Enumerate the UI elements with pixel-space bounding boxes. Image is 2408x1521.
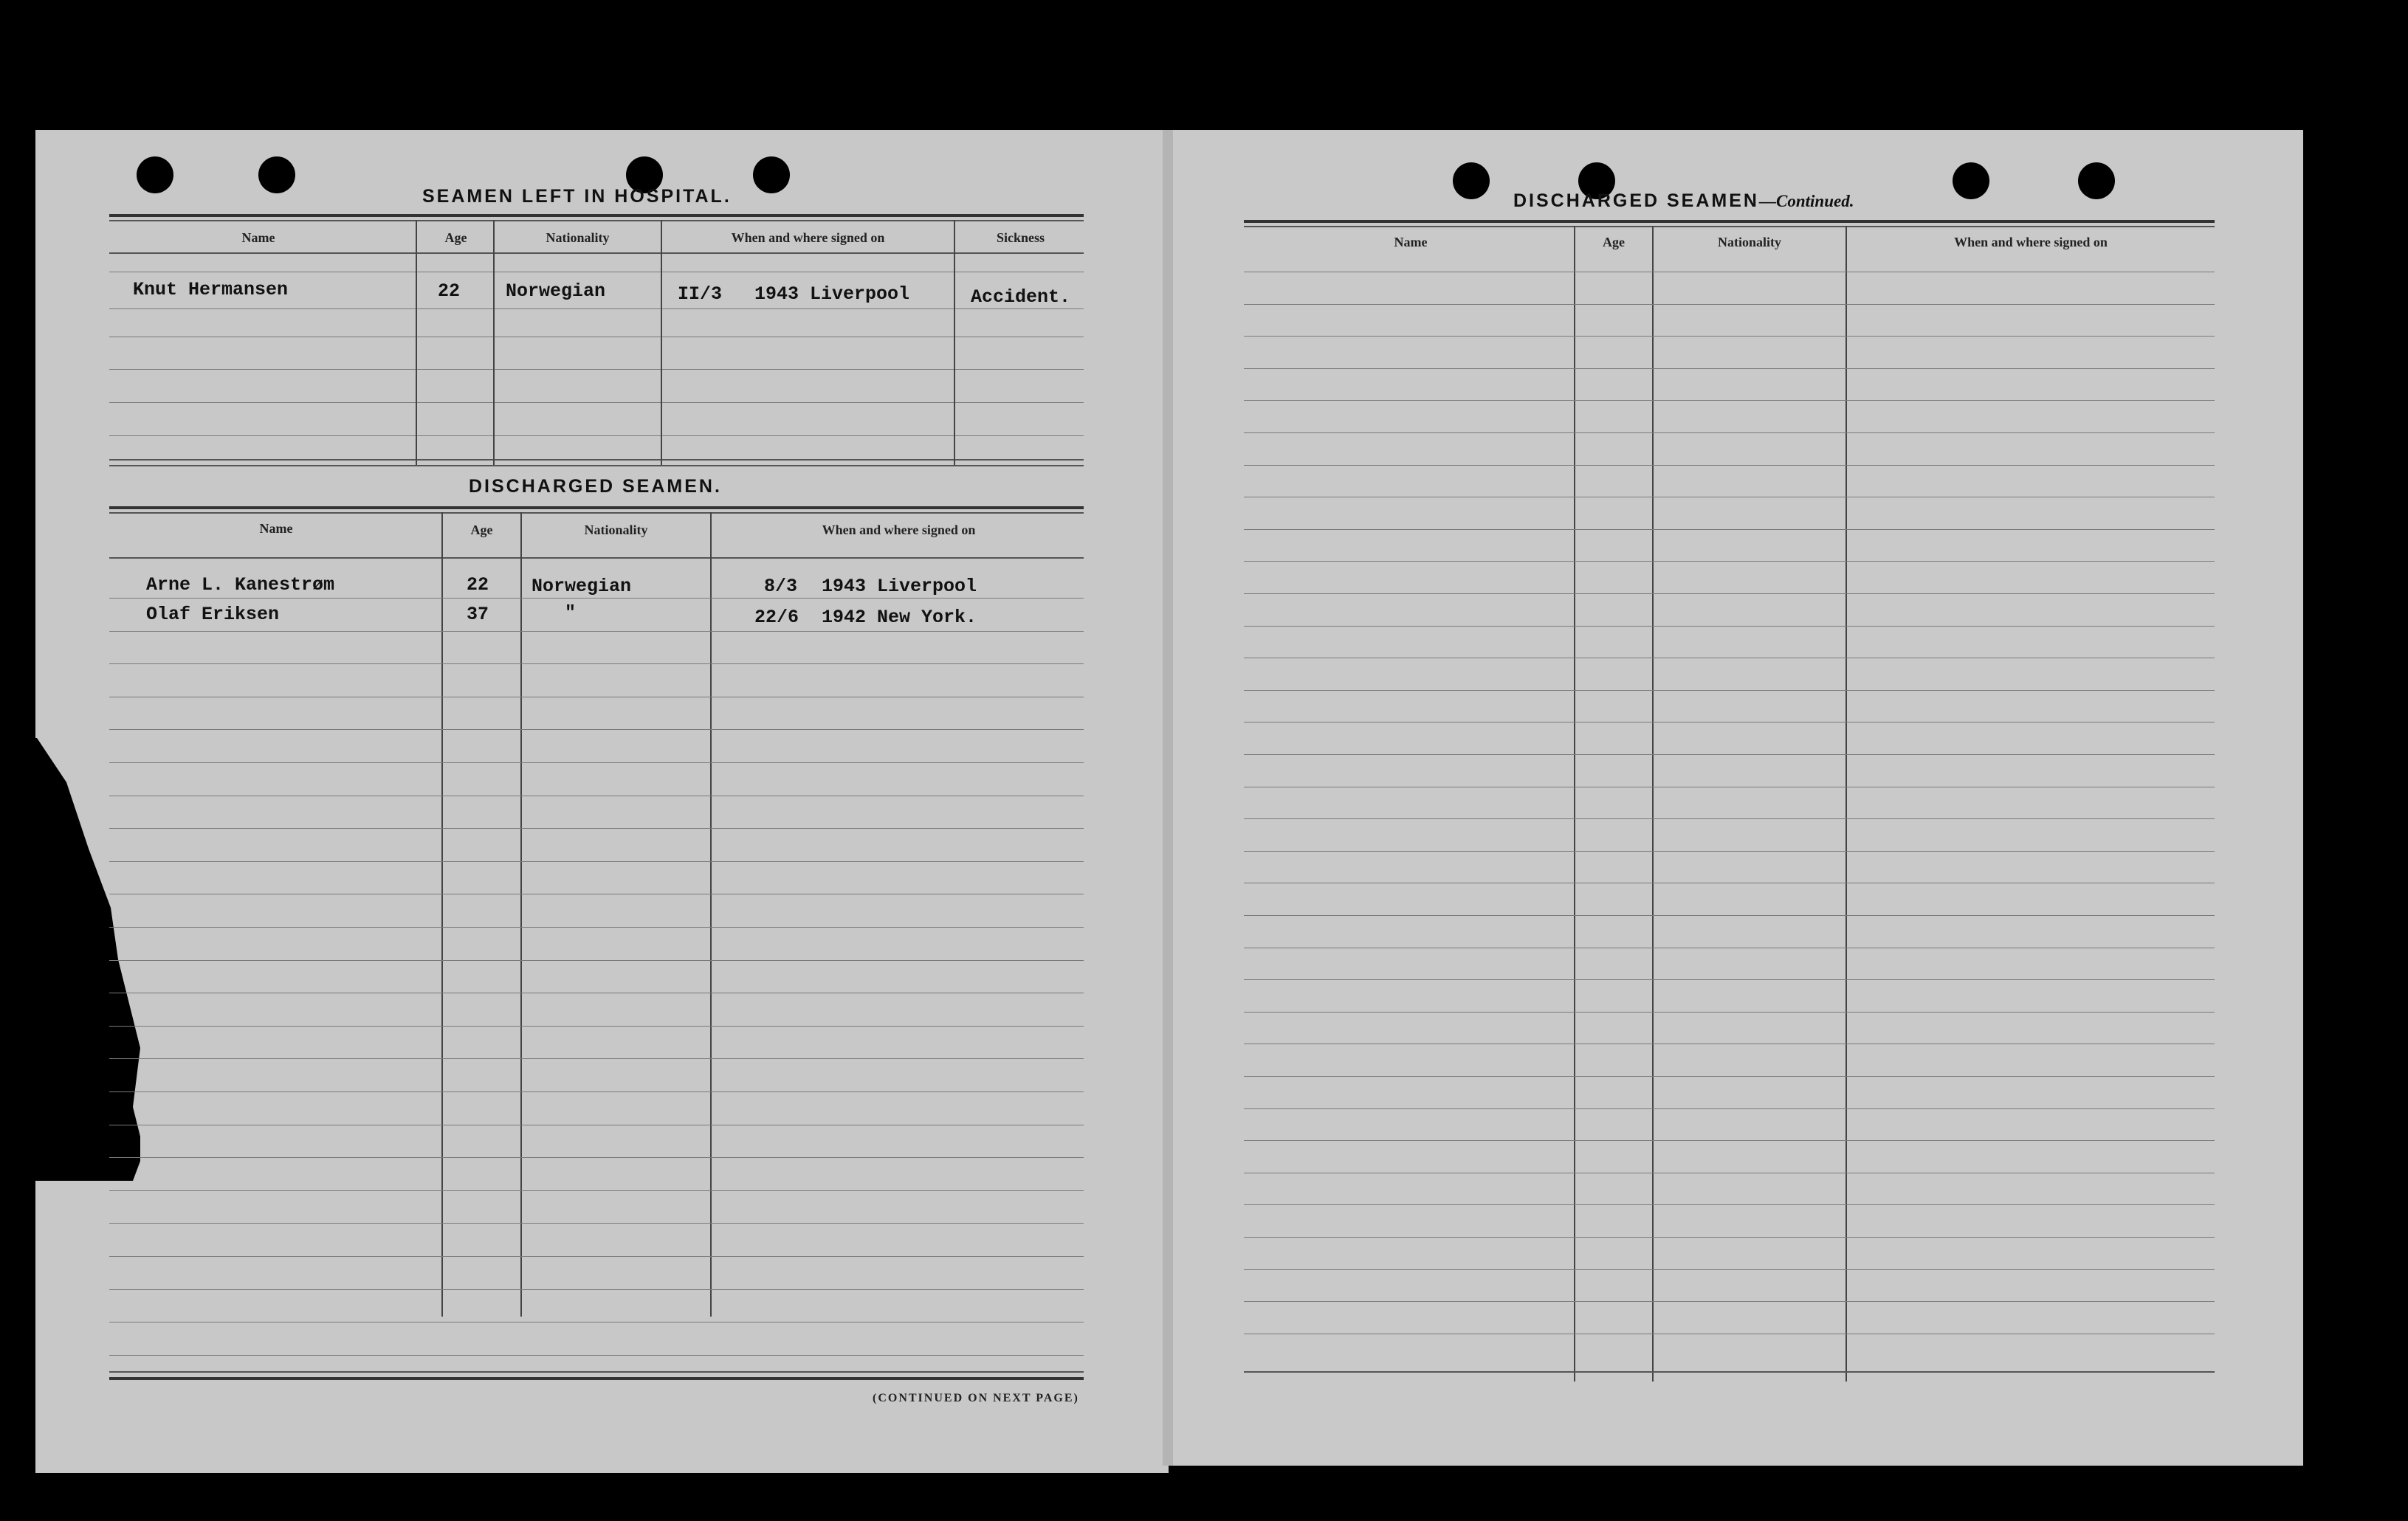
punch-hole [1453, 162, 1490, 199]
ruled-line [109, 1289, 1084, 1290]
discharged-row-place: 1943 Liverpool [822, 576, 977, 597]
ruled-line [109, 1256, 1084, 1257]
ruled-line [1244, 400, 2215, 401]
right-section-title [1513, 190, 1854, 212]
hospital-header-name: Name [241, 230, 275, 245]
right-col-divider [1574, 226, 1575, 1382]
hospital-header-signed-on: When and where signed on [731, 230, 885, 245]
ruled-line [109, 663, 1084, 664]
right-col-divider [1845, 226, 1847, 1382]
hospital-row-name: Knut Hermansen [133, 279, 289, 300]
ruled-line [109, 631, 1084, 632]
ruled-line [109, 1355, 1084, 1356]
discharged-row-place: 1942 New York. [822, 607, 977, 628]
ruled-line [109, 1026, 1084, 1027]
ruled-line [109, 1091, 1084, 1092]
discharged-header-name: Name [259, 521, 293, 536]
ruled-line [1244, 979, 2215, 980]
punch-hole [2078, 162, 2115, 199]
discharged-col-divider [710, 512, 712, 1317]
ruled-line [1244, 465, 2215, 466]
discharged-bottom-rule-2 [109, 1377, 1084, 1380]
discharged-row-name: Olaf Eriksen [146, 604, 280, 625]
hospital-header-age: Age [444, 230, 467, 245]
ruled-line [109, 598, 1084, 599]
right-header-signed-on: When and where signed on [1954, 235, 2108, 249]
right-title-main: DISCHARGED SEAMEN [1513, 190, 1759, 211]
hospital-col-divider [493, 220, 495, 465]
hospital-col-divider [661, 220, 662, 465]
continued-footer: (CONTINUED ON NEXT PAGE) [873, 1392, 1079, 1404]
discharged-col-divider [441, 512, 443, 1317]
ruled-line [1244, 690, 2215, 691]
ruled-line [1244, 1076, 2215, 1077]
hospital-row-date: II/3 [678, 283, 723, 305]
ruled-line [1244, 915, 2215, 916]
hospital-bottom-rule-2 [109, 465, 1084, 466]
punch-hole [1953, 162, 1989, 199]
hospital-row-age: 22 [438, 280, 461, 302]
hospital-top-rule [109, 214, 1084, 217]
hospital-row-place: 1943 Liverpool [754, 283, 910, 305]
hospital-header-sickness: Sickness [996, 230, 1045, 245]
hospital-bottom-rule [109, 459, 1084, 461]
hospital-section-title: SEAMEN LEFT IN HOSPITAL. [422, 186, 732, 207]
ruled-line [109, 1190, 1084, 1191]
ruled-line [109, 435, 1084, 436]
hospital-row-nationality: Norwegian [506, 280, 606, 302]
ruled-line [1244, 1012, 2215, 1013]
right-header-age: Age [1603, 235, 1625, 249]
discharged-bottom-rule [109, 1371, 1084, 1373]
right-title-continued: —Continued. [1758, 192, 1854, 210]
ruled-line [109, 1058, 1084, 1059]
ruled-line [109, 927, 1084, 928]
ruled-line [1244, 561, 2215, 562]
punch-hole [258, 156, 295, 193]
ruled-line [1244, 1204, 2215, 1205]
right-top-rule [1244, 220, 2215, 223]
ruled-line [1244, 1237, 2215, 1238]
ruled-line [1244, 1269, 2215, 1270]
left-page [35, 130, 1169, 1473]
ruled-line [1244, 529, 2215, 530]
ruled-line [109, 1223, 1084, 1224]
ruled-line [109, 729, 1084, 730]
right-header-nationality: Nationality [1717, 235, 1781, 249]
ruled-line [1244, 851, 2215, 852]
right-page [1163, 130, 2303, 1466]
discharged-top-rule [109, 506, 1084, 509]
hospital-col-divider [954, 220, 955, 465]
discharged-row-date: 8/3 [764, 576, 798, 597]
ruled-line [1244, 626, 2215, 627]
discharged-row-age: 22 [467, 574, 489, 596]
ruled-line [1244, 818, 2215, 819]
ruled-line [1244, 368, 2215, 369]
discharged-row-nationality: " [565, 602, 577, 624]
ruled-line [1244, 1108, 2215, 1109]
hospital-top-rule-2 [109, 220, 1084, 221]
right-col-divider [1652, 226, 1654, 1382]
ruled-line [1244, 336, 2215, 337]
punch-hole [137, 156, 173, 193]
hospital-header-nationality: Nationality [546, 230, 610, 245]
punch-hole [753, 156, 790, 193]
ruled-line [1244, 593, 2215, 594]
ruled-line [1244, 432, 2215, 433]
hospital-header-rule [109, 252, 1084, 254]
ruled-line [109, 828, 1084, 829]
right-bottom-rule [1244, 1371, 2215, 1373]
discharged-row-age: 37 [467, 604, 489, 625]
hospital-col-divider [416, 220, 417, 465]
ruled-line [1244, 1140, 2215, 1141]
page-gutter [1163, 130, 1173, 1466]
ruled-line [109, 369, 1084, 370]
discharged-row-name: Arne L. Kanestrøm [146, 574, 335, 596]
discharged-top-rule-2 [109, 512, 1084, 514]
discharged-header-rule [109, 557, 1084, 559]
ruled-line [109, 960, 1084, 961]
discharged-col-divider [520, 512, 522, 1317]
right-top-rule-2 [1244, 226, 2215, 227]
ruled-line [109, 861, 1084, 862]
hospital-row-sickness: Accident. [971, 286, 1071, 308]
right-header-name: Name [1394, 235, 1428, 249]
discharged-row-date: 22/6 [754, 607, 799, 628]
discharged-header-nationality: Nationality [584, 522, 648, 537]
ruled-line [109, 762, 1084, 763]
ruled-line [109, 308, 1084, 309]
discharged-row-nationality: Norwegian [532, 576, 632, 597]
discharged-header-age: Age [470, 522, 493, 537]
discharged-header-signed-on: When and where signed on [822, 522, 976, 537]
ruled-line [109, 1157, 1084, 1158]
ruled-line [109, 402, 1084, 403]
ruled-line [1244, 304, 2215, 305]
discharged-section-title: DISCHARGED SEAMEN. [469, 476, 722, 497]
ruled-line [1244, 754, 2215, 755]
ruled-line [1244, 1301, 2215, 1302]
